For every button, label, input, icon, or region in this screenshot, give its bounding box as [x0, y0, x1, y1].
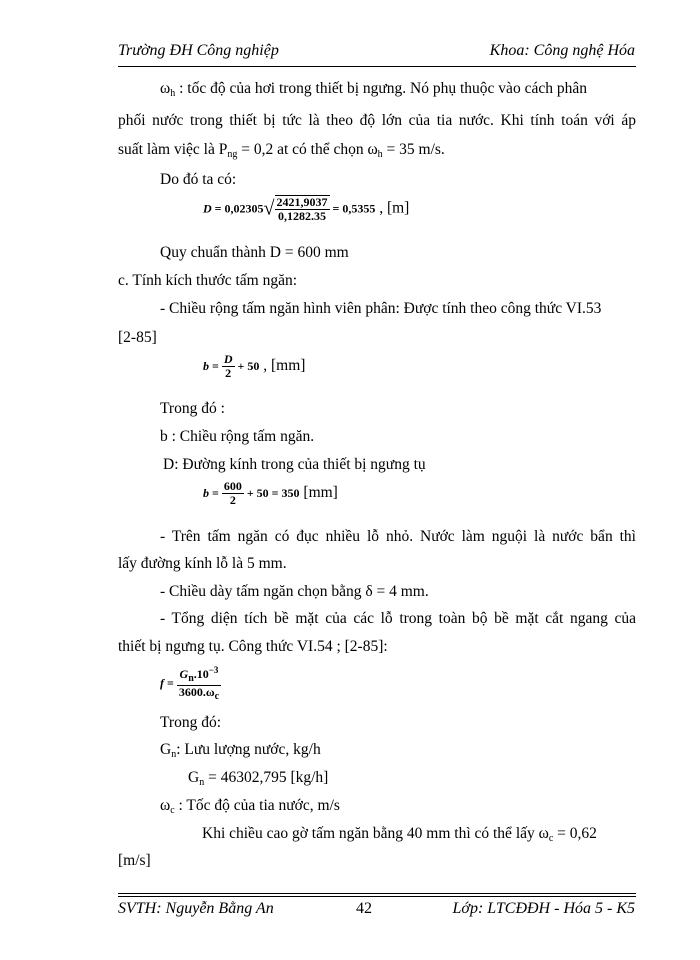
- page-header: [118, 42, 635, 64]
- p1-line2: phối nước trong thiết bị tức là theo độ lớn của tia nước. Khi tính toán với áp: [118, 112, 636, 129]
- trong-do-2: Trong đó:: [160, 714, 222, 731]
- equation-width: b = $\frac{D}{2}$ + 50 , [mm]: [203, 352, 306, 380]
- holes-line1: - Trên tấm ngăn có đục nhiều lỗ nhỏ. Nước làm nguội là nước bẩn thì: [160, 528, 636, 545]
- last-line2: [m/s]: [118, 852, 151, 869]
- header-school: Trường ĐH Công nghiệp: [118, 42, 279, 59]
- def-D: D: Đường kính trong của thiết bị ngưng tụ: [163, 456, 426, 473]
- trong-do-1: Trong đó :: [160, 400, 225, 417]
- val-Gn: $G_n = 46302,795$ [kg/h]: [188, 769, 329, 788]
- header-faculty: Khoa: Công nghệ Hóa: [489, 42, 635, 59]
- p1-line1: $\omega_h$ : tốc độ của hơi trong thiết bị ngưng. Nó phụ thuộc vào cách phân: [160, 80, 587, 99]
- footer-rule-1: [118, 893, 636, 894]
- footer-rule-2: [118, 896, 636, 897]
- equation-diameter: D = 0,02305√ $\frac{2421,9037}{0,1282.35}$ = 0,5355 , [m]: [203, 195, 410, 223]
- footer-class: Lớp: LTCĐĐH - Hóa 5 - K5: [452, 900, 635, 917]
- section-c-heading: c. Tính kích thước tấm ngăn:: [118, 272, 298, 289]
- page-footer: [118, 900, 635, 922]
- p1-line3: suất làm việc là $P_{ng} = 0,2$ at có thể chọn $\omega_h = 35$ m/s.: [118, 141, 445, 160]
- area-line1: - Tổng diện tích bề mặt của các lỗ trong toàn bộ bề mặt cắt ngang của: [160, 610, 636, 627]
- width-line2: [2-85]: [118, 329, 157, 346]
- footer-student: SVTH: Nguyễn Bằng An: [118, 900, 274, 917]
- def-b: b : Chiều rộng tấm ngăn.: [160, 428, 315, 445]
- area-line2: thiết bị ngưng tụ. Công thức VI.54 ; [2-85]:: [118, 638, 388, 655]
- width-line1: - Chiều rộng tấm ngăn hình viên phân: Được tính theo công thức VI.53: [160, 300, 602, 317]
- header-rule: [118, 66, 636, 67]
- quy-chuan-text: Quy chuẩn thành D = 600 mm: [160, 244, 349, 261]
- holes-line2: lấy đường kính lỗ là 5 mm.: [118, 555, 287, 572]
- thickness-line: - Chiều dày tấm ngăn chọn bằng δ = 4 mm.: [160, 583, 429, 600]
- last-line1: Khi chiều cao gờ tấm ngăn bằng 40 mm thì có thể lấy $\omega_c = 0,62$: [202, 825, 597, 844]
- do-do-text: Do đó ta có:: [160, 171, 237, 188]
- equation-hole-area: f = $\frac{G_n.10^{-3}}{3600.\omega_c}$: [160, 665, 220, 702]
- def-Gn: $G_n$: Lưu lượng nước, kg/h: [160, 741, 321, 760]
- page-number: 42: [356, 900, 372, 917]
- def-wc: $\omega_c$ : Tốc độ của tia nước, m/s: [160, 797, 340, 816]
- equation-width-value: b = $\frac{600}{2}$ + 50 = 350 [mm]: [203, 479, 338, 507]
